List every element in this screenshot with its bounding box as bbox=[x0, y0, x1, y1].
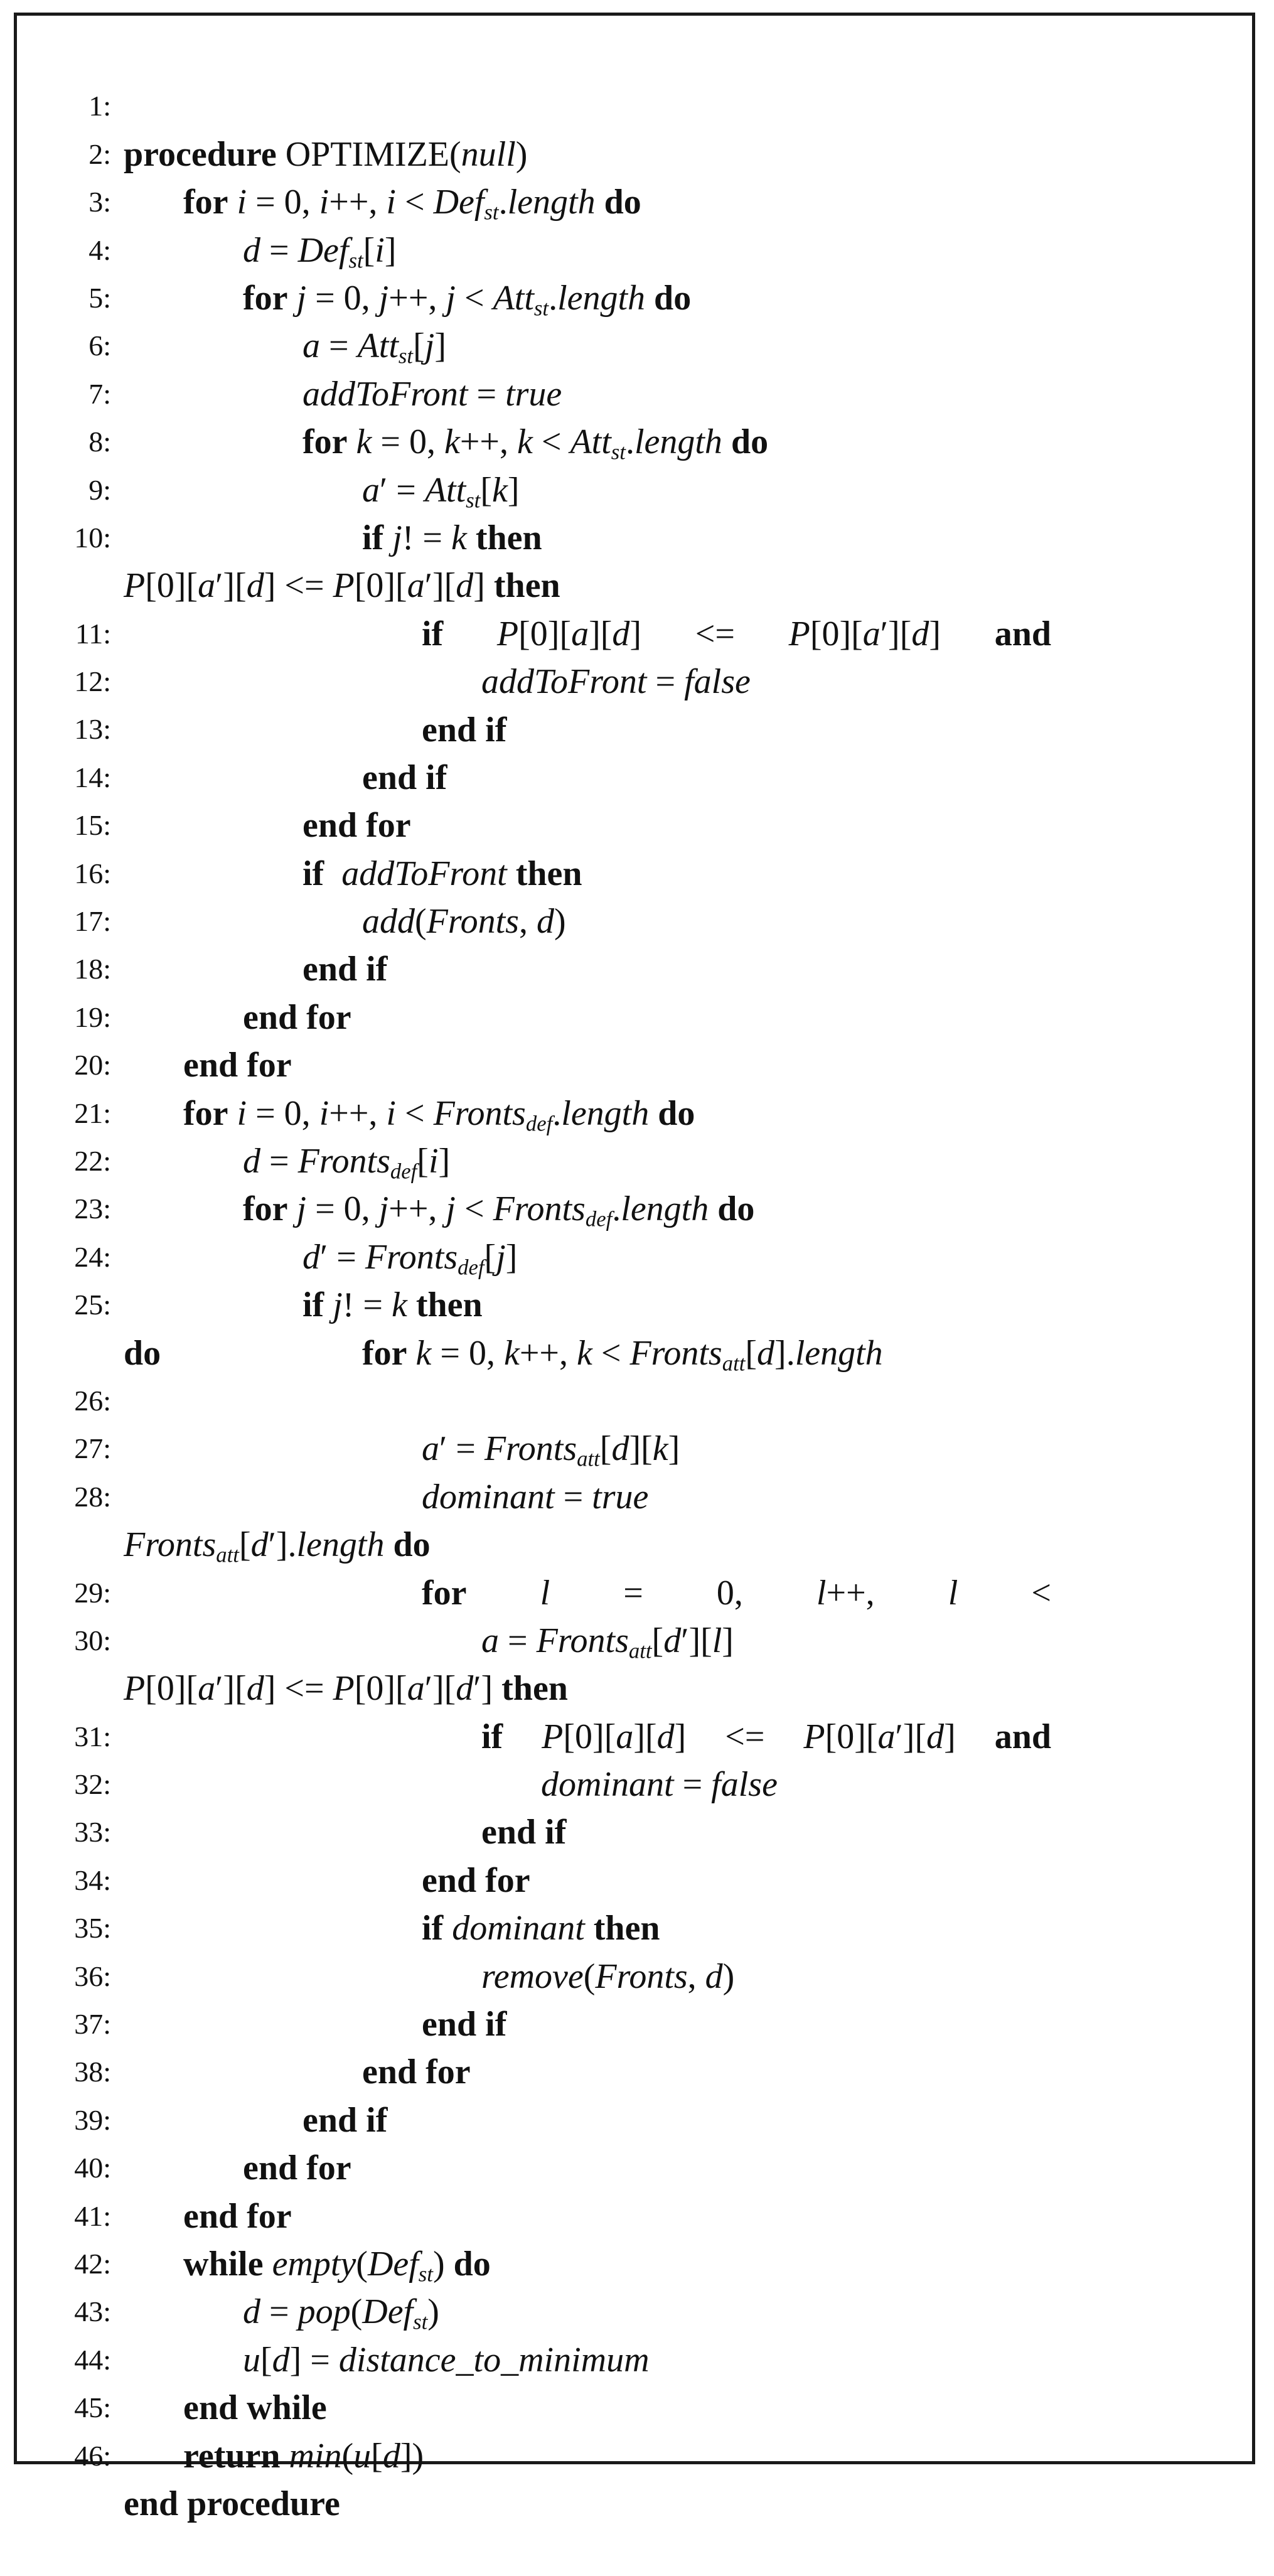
line-number: 2: bbox=[88, 137, 111, 170]
line-number: 21: bbox=[74, 1097, 111, 1129]
line-number: 30: bbox=[74, 1624, 111, 1656]
algorithm-line: 34: if dominant then bbox=[17, 1808, 1252, 1856]
line-number: 5: bbox=[88, 281, 111, 314]
line-number: 4: bbox=[88, 233, 111, 266]
algorithm-line: 23: d′ = Fronts$_{def}$[j] bbox=[17, 1137, 1252, 1185]
keyword: end for bbox=[302, 806, 411, 845]
keyword: end if bbox=[362, 758, 447, 797]
procedure-name: OPTIMIZE bbox=[285, 134, 449, 174]
algorithm-line: 3: d = Def$_{st}$[i] bbox=[17, 131, 1252, 178]
line-number: 22: bbox=[74, 1145, 111, 1177]
line-number: 44: bbox=[74, 2343, 111, 2376]
algorithm-line: 8: a′ = Att$_{st}$[k] bbox=[17, 370, 1252, 418]
algorithm-line: 31: dominant = false bbox=[17, 1665, 1252, 1712]
algorithm-line: 21: d = Fronts$_{def}$[i] bbox=[17, 1041, 1252, 1089]
line-number: 33: bbox=[74, 1816, 111, 1849]
keyword: if bbox=[362, 518, 384, 557]
line-number: 16: bbox=[74, 857, 111, 889]
line-number: 8: bbox=[88, 426, 111, 458]
line-number: 42: bbox=[74, 2247, 111, 2280]
line-number: 7: bbox=[88, 377, 111, 410]
literal-true: true bbox=[592, 1477, 649, 1516]
keyword: if bbox=[302, 1285, 324, 1325]
keyword: do bbox=[453, 2245, 491, 2284]
keyword: do bbox=[658, 1093, 695, 1133]
line-number: 11: bbox=[75, 617, 111, 650]
line-number: 3: bbox=[88, 186, 111, 218]
keyword: do bbox=[124, 1333, 161, 1373]
keyword: do bbox=[393, 1525, 431, 1565]
algorithm-line: 5: a = Att$_{st}$[j] bbox=[17, 227, 1252, 274]
algorithm-line: 25: for k = 0, k++, k < Fronts$_{att}$[d].length bbox=[17, 1233, 1252, 1281]
keyword: then bbox=[475, 518, 542, 557]
procedure-argument: null bbox=[461, 134, 516, 174]
algorithm-line: 9: if j! = k then bbox=[17, 418, 1252, 466]
algorithm-line: 1: procedure OPTIMIZE(null) bbox=[17, 35, 1252, 82]
keyword: do bbox=[654, 278, 692, 318]
algorithm-line: 45: return min(u[d]) bbox=[17, 2336, 1252, 2384]
line-number: 46: bbox=[74, 2439, 111, 2472]
algorithm-line: 35: remove(Fronts, d) bbox=[17, 1857, 1252, 1904]
line-number: 9: bbox=[88, 473, 111, 506]
keyword: if bbox=[422, 614, 444, 653]
algorithm-line: 27: dominant = true bbox=[17, 1377, 1252, 1425]
keyword: do bbox=[604, 183, 641, 222]
line-number: 12: bbox=[74, 665, 111, 698]
keyword: for bbox=[362, 1333, 407, 1373]
line-number: 6: bbox=[88, 330, 111, 362]
line-number: 1: bbox=[88, 90, 111, 122]
algorithm-line: 28: for l = 0, l++, l < bbox=[17, 1425, 1252, 1473]
literal-false: false bbox=[684, 662, 751, 702]
keyword: end if bbox=[302, 2100, 388, 2140]
keyword: return bbox=[183, 2436, 281, 2476]
keyword: while bbox=[183, 2245, 264, 2284]
algorithm-listing bbox=[17, 35, 1252, 2523]
keyword: do bbox=[717, 1189, 755, 1229]
line-number: 38: bbox=[74, 2056, 111, 2088]
algorithm-line: 24: if j! = k then bbox=[17, 1185, 1252, 1233]
line-number: 13: bbox=[74, 713, 111, 746]
algorithm-line: 26: a′ = Fronts$_{att}$[d][k] bbox=[17, 1329, 1252, 1377]
keyword: for bbox=[243, 1189, 288, 1229]
keyword: do bbox=[731, 422, 769, 462]
keyword: end for bbox=[183, 1046, 292, 1085]
keyword: for bbox=[243, 278, 288, 318]
line-number: 26: bbox=[74, 1384, 111, 1417]
keyword: end for bbox=[243, 997, 351, 1037]
algorithm-line: 7: for k = 0, k++, k < Att$_{st}$.length do bbox=[17, 322, 1252, 370]
keyword: end for bbox=[422, 1860, 530, 1900]
keyword: end while bbox=[183, 2388, 327, 2428]
keyword: end procedure bbox=[124, 2484, 340, 2523]
keyword: end if bbox=[481, 1813, 567, 1852]
keyword: for bbox=[183, 1093, 228, 1133]
line-number: 35: bbox=[74, 1912, 111, 1945]
line-number: 23: bbox=[74, 1193, 111, 1225]
keyword: then bbox=[415, 1285, 483, 1325]
line-number: 19: bbox=[74, 1001, 111, 1033]
line-number: 29: bbox=[74, 1576, 111, 1609]
keyword: end if bbox=[422, 710, 507, 749]
algorithm-box bbox=[14, 13, 1255, 2523]
keyword: end for bbox=[362, 2053, 471, 2092]
keyword: for bbox=[422, 1573, 467, 1613]
keyword: then bbox=[593, 1909, 660, 1948]
line-number: 27: bbox=[74, 1432, 111, 1465]
algorithm-line: 10: if P[0][a][d] <= P[0][a′][d] and bbox=[17, 466, 1252, 514]
algorithm-line: 30: if P[0][a][d] <= P[0][a′][d] and bbox=[17, 1569, 1252, 1617]
line-number: 31: bbox=[74, 1720, 111, 1752]
keyword: end if bbox=[422, 2005, 507, 2044]
keyword: end for bbox=[243, 2149, 351, 2188]
keyword: then bbox=[493, 566, 560, 606]
line-number: 39: bbox=[74, 2103, 111, 2136]
line-number: 41: bbox=[74, 2199, 111, 2232]
algorithm-line-continuation: P[0][a′][d] <= P[0][a′][d] then bbox=[124, 566, 560, 606]
algorithm-line: 20: for i = 0, i++, i < Fronts$_{def}$.length do bbox=[17, 994, 1252, 1041]
algorithm-line: 42: d = pop(Def$_{st}$) bbox=[17, 2192, 1252, 2240]
keyword: and bbox=[994, 614, 1051, 653]
algorithm-line: 29: a = Fronts$_{att}$[d′][l] bbox=[17, 1521, 1252, 1569]
keyword: for bbox=[183, 183, 228, 222]
line-number: 40: bbox=[74, 2152, 111, 2184]
algorithm-line: 4: for j = 0, j++, j < Att$_{st}$.length do bbox=[17, 178, 1252, 226]
keyword: procedure bbox=[124, 134, 277, 174]
algorithm-line: 43: u[d] = distance_to_minimum bbox=[17, 2240, 1252, 2288]
line-number: 25: bbox=[74, 1289, 111, 1321]
line-number: 45: bbox=[74, 2391, 111, 2424]
line-number: 18: bbox=[74, 953, 111, 985]
keyword: if bbox=[302, 854, 324, 893]
algorithm-line: 2: for i = 0, i++, i < Def$_{st}$.length do bbox=[17, 82, 1252, 130]
algorithm-line: 16: add(Fronts, d) bbox=[17, 802, 1252, 849]
algorithm-line: 22: for j = 0, j++, j < Fronts$_{def}$.length do bbox=[17, 1090, 1252, 1137]
line-number: 32: bbox=[74, 1768, 111, 1801]
algorithm-line: 15: if addToFront then bbox=[17, 754, 1252, 802]
line-number: 28: bbox=[74, 1480, 111, 1513]
keyword: then bbox=[501, 1669, 568, 1709]
algorithm-line: 6: addToFront = true bbox=[17, 274, 1252, 322]
keyword: for bbox=[302, 422, 348, 462]
keyword: if bbox=[422, 1909, 444, 1948]
line-number: 17: bbox=[74, 905, 111, 938]
line-number: 36: bbox=[74, 1960, 111, 1992]
keyword: then bbox=[515, 854, 582, 893]
keyword: end if bbox=[302, 950, 388, 989]
line-number: 37: bbox=[74, 2008, 111, 2041]
line-number: 24: bbox=[74, 1240, 111, 1273]
line-number: 34: bbox=[74, 1864, 111, 1896]
literal-true: true bbox=[505, 374, 562, 414]
algorithm-line-continuation: Fronts$_{att}$[d′].length do bbox=[124, 1525, 431, 1567]
algorithm-line: 11: addToFront = false bbox=[17, 562, 1252, 609]
keyword: if bbox=[481, 1717, 503, 1756]
line-number: 10: bbox=[74, 521, 111, 554]
keyword: and bbox=[994, 1717, 1051, 1756]
literal-false: false bbox=[711, 1765, 778, 1805]
line-number: 14: bbox=[74, 761, 111, 793]
line-number: 15: bbox=[74, 809, 111, 842]
line-number: 20: bbox=[74, 1049, 111, 1081]
algorithm-line-continuation: P[0][a′][d] <= P[0][a′][d′] then bbox=[124, 1669, 568, 1709]
algorithm-line: 41: while empty(Def$_{st}$) do bbox=[17, 2144, 1252, 2192]
keyword: end for bbox=[183, 2196, 292, 2236]
line-number: 43: bbox=[74, 2295, 111, 2328]
